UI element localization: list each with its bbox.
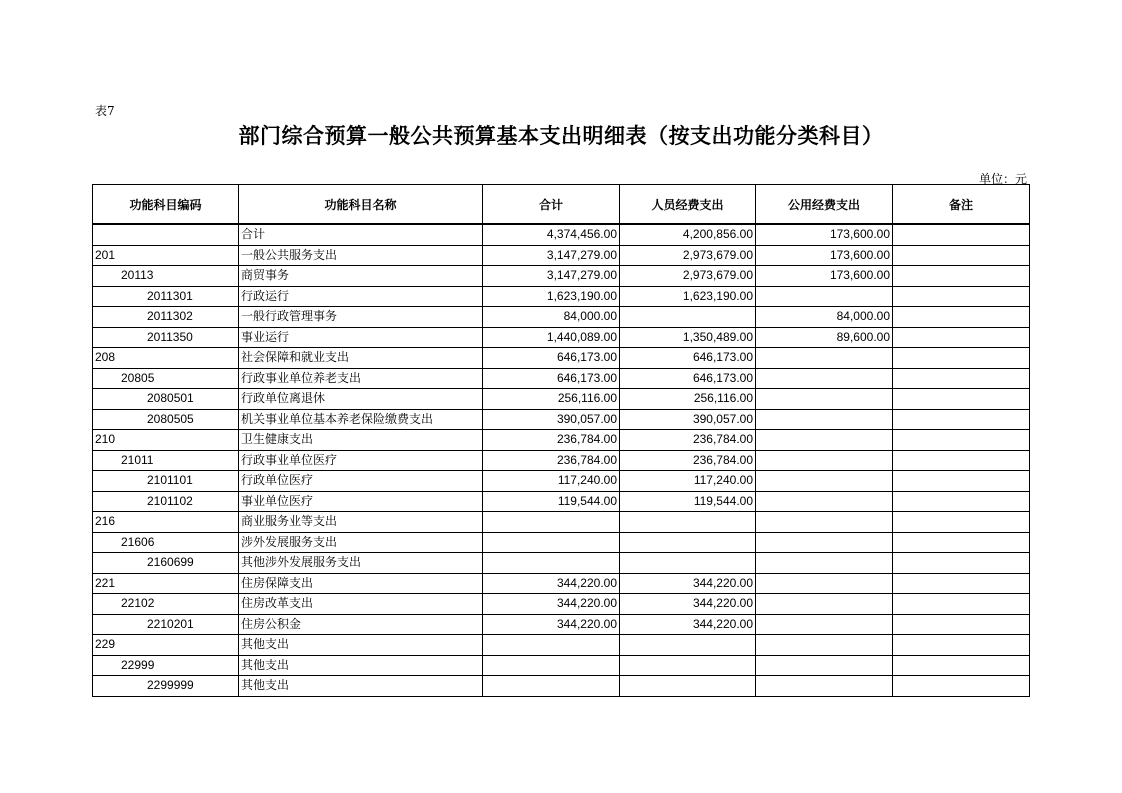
table-row (93, 635, 1030, 656)
cell-remarks (893, 512, 1030, 533)
cell-public (756, 655, 893, 676)
sheet-label: 表7 (95, 104, 115, 118)
table-row (93, 553, 1030, 574)
cell-code: 20113 (93, 266, 239, 287)
cell-personnel: 390,057.00 (620, 409, 756, 430)
cell-remarks (893, 655, 1030, 676)
cell-remarks (893, 676, 1030, 697)
cell-remarks (893, 430, 1030, 451)
table-row (93, 532, 1030, 553)
cell-name: 事业单位医疗 (239, 491, 483, 512)
cell-total: 1,623,190.00 (483, 286, 620, 307)
cell-remarks (893, 614, 1030, 635)
cell-public (756, 553, 893, 574)
table-row (93, 655, 1030, 676)
table-body (93, 224, 1030, 696)
cell-personnel (620, 512, 756, 533)
cell-remarks (893, 348, 1030, 369)
table-row (93, 245, 1030, 266)
cell-total: 344,220.00 (483, 594, 620, 615)
cell-total: 3,147,279.00 (483, 266, 620, 287)
table-row (93, 594, 1030, 615)
table-row (93, 368, 1030, 389)
cell-remarks (893, 471, 1030, 492)
cell-code: 21606 (93, 532, 239, 553)
cell-total (483, 512, 620, 533)
cell-public (756, 389, 893, 410)
cell-total: 344,220.00 (483, 614, 620, 635)
cell-public (756, 471, 893, 492)
document-title: 部门综合预算一般公共预算基本支出明细表（按支出功能分类科目） (238, 124, 884, 148)
cell-code (93, 224, 239, 245)
budget-table (92, 184, 1030, 697)
cell-personnel (620, 532, 756, 553)
cell-code: 2011301 (93, 286, 239, 307)
header-personnel: 人员经费支出 (620, 185, 756, 225)
cell-total: 646,173.00 (483, 368, 620, 389)
table-row (93, 286, 1030, 307)
cell-code: 2080501 (93, 389, 239, 410)
cell-remarks (893, 224, 1030, 245)
cell-code: 201 (93, 245, 239, 266)
cell-personnel: 344,220.00 (620, 573, 756, 594)
cell-code: 21011 (93, 450, 239, 471)
cell-personnel: 344,220.00 (620, 614, 756, 635)
cell-name: 其他支出 (239, 676, 483, 697)
table-row (93, 491, 1030, 512)
cell-code: 22999 (93, 655, 239, 676)
cell-code: 2101102 (93, 491, 239, 512)
cell-name: 行政运行 (239, 286, 483, 307)
unit-label: 单位：元 (978, 172, 1027, 186)
cell-name: 一般公共服务支出 (239, 245, 483, 266)
cell-personnel: 646,173.00 (620, 348, 756, 369)
cell-name: 事业运行 (239, 327, 483, 348)
table-row (93, 307, 1030, 328)
cell-total: 84,000.00 (483, 307, 620, 328)
cell-personnel (620, 307, 756, 328)
cell-name: 其他支出 (239, 655, 483, 676)
cell-personnel: 2,973,679.00 (620, 266, 756, 287)
table-row (93, 327, 1030, 348)
cell-public: 89,600.00 (756, 327, 893, 348)
cell-personnel: 646,173.00 (620, 368, 756, 389)
cell-public: 173,600.00 (756, 245, 893, 266)
table-row (93, 266, 1030, 287)
cell-remarks (893, 266, 1030, 287)
cell-remarks (893, 245, 1030, 266)
cell-remarks (893, 409, 1030, 430)
table-row (93, 348, 1030, 369)
table-row (93, 573, 1030, 594)
header-total: 合计 (483, 185, 620, 225)
cell-public (756, 512, 893, 533)
cell-total (483, 635, 620, 656)
cell-code: 2101101 (93, 471, 239, 492)
header-remarks: 备注 (893, 185, 1030, 225)
cell-personnel: 117,240.00 (620, 471, 756, 492)
table-row (93, 224, 1030, 245)
cell-code: 2299999 (93, 676, 239, 697)
cell-remarks (893, 286, 1030, 307)
cell-total: 236,784.00 (483, 430, 620, 451)
cell-personnel: 236,784.00 (620, 430, 756, 451)
cell-total: 3,147,279.00 (483, 245, 620, 266)
cell-personnel: 236,784.00 (620, 450, 756, 471)
cell-public: 173,600.00 (756, 224, 893, 245)
cell-total: 117,240.00 (483, 471, 620, 492)
cell-personnel: 1,350,489.00 (620, 327, 756, 348)
cell-total (483, 553, 620, 574)
cell-code: 208 (93, 348, 239, 369)
cell-public: 173,600.00 (756, 266, 893, 287)
table-row (93, 409, 1030, 430)
cell-name: 合计 (239, 224, 483, 245)
cell-code: 20805 (93, 368, 239, 389)
cell-total: 344,220.00 (483, 573, 620, 594)
table-row (93, 676, 1030, 697)
cell-public (756, 368, 893, 389)
cell-remarks (893, 327, 1030, 348)
cell-public (756, 614, 893, 635)
cell-name: 其他涉外发展服务支出 (239, 553, 483, 574)
header-code: 功能科目编码 (93, 185, 239, 225)
header-row (93, 185, 1030, 225)
cell-code: 2080505 (93, 409, 239, 430)
cell-remarks (893, 368, 1030, 389)
cell-public (756, 594, 893, 615)
cell-total: 1,440,089.00 (483, 327, 620, 348)
cell-total: 4,374,456.00 (483, 224, 620, 245)
cell-public (756, 409, 893, 430)
cell-name: 住房改革支出 (239, 594, 483, 615)
cell-public: 84,000.00 (756, 307, 893, 328)
cell-remarks (893, 532, 1030, 553)
cell-public (756, 450, 893, 471)
header-name: 功能科目名称 (239, 185, 483, 225)
table-row (93, 614, 1030, 635)
cell-personnel: 1,623,190.00 (620, 286, 756, 307)
cell-remarks (893, 491, 1030, 512)
cell-public (756, 348, 893, 369)
cell-code: 2160699 (93, 553, 239, 574)
cell-public (756, 491, 893, 512)
cell-total (483, 532, 620, 553)
cell-public (756, 635, 893, 656)
cell-total: 646,173.00 (483, 348, 620, 369)
cell-name: 行政事业单位医疗 (239, 450, 483, 471)
cell-public (756, 532, 893, 553)
cell-personnel (620, 655, 756, 676)
cell-code: 2011350 (93, 327, 239, 348)
cell-personnel: 119,544.00 (620, 491, 756, 512)
cell-code: 2011302 (93, 307, 239, 328)
cell-total: 256,116.00 (483, 389, 620, 410)
cell-personnel: 2,973,679.00 (620, 245, 756, 266)
cell-personnel (620, 635, 756, 656)
cell-total: 119,544.00 (483, 491, 620, 512)
cell-name: 商业服务业等支出 (239, 512, 483, 533)
cell-name: 社会保障和就业支出 (239, 348, 483, 369)
cell-code: 216 (93, 512, 239, 533)
cell-public (756, 676, 893, 697)
cell-name: 住房保障支出 (239, 573, 483, 594)
table-row (93, 450, 1030, 471)
table-row (93, 430, 1030, 451)
cell-personnel: 4,200,856.00 (620, 224, 756, 245)
cell-name: 机关事业单位基本养老保险缴费支出 (239, 409, 483, 430)
cell-name: 一般行政管理事务 (239, 307, 483, 328)
header-public: 公用经费支出 (756, 185, 893, 225)
cell-total: 390,057.00 (483, 409, 620, 430)
cell-total (483, 676, 620, 697)
cell-remarks (893, 307, 1030, 328)
cell-name: 行政事业单位养老支出 (239, 368, 483, 389)
cell-name: 商贸事务 (239, 266, 483, 287)
cell-remarks (893, 594, 1030, 615)
cell-total: 236,784.00 (483, 450, 620, 471)
cell-code: 2210201 (93, 614, 239, 635)
cell-code: 221 (93, 573, 239, 594)
table-row (93, 471, 1030, 492)
cell-remarks (893, 389, 1030, 410)
cell-personnel: 344,220.00 (620, 594, 756, 615)
cell-total (483, 655, 620, 676)
cell-name: 行政单位医疗 (239, 471, 483, 492)
table-header (93, 185, 1030, 225)
cell-name: 住房公积金 (239, 614, 483, 635)
cell-personnel (620, 676, 756, 697)
cell-name: 涉外发展服务支出 (239, 532, 483, 553)
cell-name: 卫生健康支出 (239, 430, 483, 451)
cell-code: 22102 (93, 594, 239, 615)
cell-remarks (893, 450, 1030, 471)
cell-public (756, 573, 893, 594)
cell-remarks (893, 553, 1030, 574)
cell-public (756, 286, 893, 307)
cell-remarks (893, 635, 1030, 656)
cell-name: 行政单位离退休 (239, 389, 483, 410)
table-row (93, 512, 1030, 533)
cell-remarks (893, 573, 1030, 594)
cell-public (756, 430, 893, 451)
cell-name: 其他支出 (239, 635, 483, 656)
cell-code: 210 (93, 430, 239, 451)
cell-code: 229 (93, 635, 239, 656)
table-row (93, 389, 1030, 410)
cell-personnel: 256,116.00 (620, 389, 756, 410)
cell-personnel (620, 553, 756, 574)
